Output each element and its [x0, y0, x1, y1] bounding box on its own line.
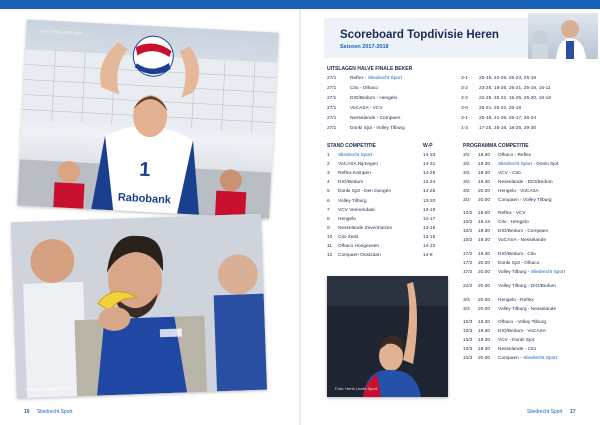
program-time: 20.00: [478, 356, 491, 361]
result-sets: 23-25, 18-25, 25-21, 25-19, 15-11: [479, 86, 551, 91]
standings-wp: 13-20: [423, 198, 436, 204]
program-match: [498, 320, 546, 325]
standings-position: 4: [327, 180, 330, 186]
highlight-team: Sliedrecht Sport: [367, 76, 403, 81]
match-text: Hengelo - Reflex: [498, 297, 534, 303]
match-text: VoCASA - Nesselande: [498, 238, 546, 244]
program-time: 19.30: [478, 229, 491, 235]
coach-illustration: [528, 13, 598, 59]
program-time: 19.15: [478, 220, 491, 226]
program-row: [463, 171, 598, 179]
program-date: 3/2: [463, 153, 470, 158]
result-match: Donki Sjot - Volley Tilburg: [350, 126, 405, 131]
page-title: Scoreboard Topdivisie Heren: [340, 29, 499, 41]
season-subtitle: Seizoen 2017-2018: [340, 44, 389, 50]
standings-row: [327, 208, 457, 216]
result-score: 1-3: [461, 126, 468, 131]
program-match: [498, 198, 552, 203]
program-time: 20.00: [478, 188, 491, 194]
standings-team: Reflex Kampen: [338, 171, 371, 177]
standings-team: Olhaco Hoogeveen: [338, 244, 380, 249]
standings-team: VoCASA Nijmegen: [338, 162, 378, 168]
match-text: Volley Tilburg - Nesselande: [498, 306, 557, 312]
program-row: [463, 211, 598, 219]
program-match: [498, 338, 534, 343]
highlight-team: Sliedrecht Sport: [498, 161, 533, 167]
program-time: 19.30: [478, 179, 491, 185]
program-heading: PROGRAMMA COMPETITIE: [463, 143, 529, 149]
program-date: 10/2: [463, 211, 473, 217]
program-row: [463, 338, 598, 346]
result-sets: 25-15, 22-25, 25-23, 25-19: [479, 76, 537, 81]
standings-wp: 14-8: [423, 253, 433, 259]
program-date: 3/2: [463, 179, 470, 185]
program-time: 19.30: [478, 329, 491, 335]
program-time: 19.30: [478, 338, 491, 344]
program-match: [498, 220, 529, 225]
standings-position: 1: [327, 153, 330, 158]
program-time: 20.00: [478, 197, 491, 203]
program-date: 24/2: [463, 283, 473, 289]
program-match: [498, 298, 534, 303]
program-row: [463, 284, 598, 292]
result-date: 27/1: [327, 116, 337, 121]
result-row: [327, 126, 597, 134]
program-date: 10/2: [463, 229, 473, 235]
standings-team: Hengelo: [338, 216, 356, 222]
match-text: Nesselande - Cito: [498, 347, 537, 353]
program-time: 18.30: [478, 153, 491, 158]
program-row: [463, 229, 598, 237]
program-match: [498, 307, 556, 312]
player-eating-banana-photo: [11, 214, 267, 399]
standings-wp: 13-16: [423, 225, 436, 231]
standings-row: [327, 189, 457, 197]
result-sets: 17-25, 25-16, 18-25, 29-30: [479, 126, 537, 131]
result-score: 3-2: [461, 96, 468, 101]
standings-position: 9: [327, 225, 330, 231]
standings-team: Cito Zeist: [338, 234, 359, 240]
program-time: 20.00: [478, 260, 491, 266]
result-match: VoCASA - VCV: [350, 106, 383, 111]
standings-wp: 12-24: [423, 180, 436, 186]
result-sets: 22-25, 25-22, 15-25, 25-20, 18-16: [479, 96, 552, 101]
program-match: [498, 261, 539, 266]
standings-position: 8: [327, 216, 330, 222]
program-date: 10/2: [463, 238, 473, 244]
match-text: DIO/Bedum - VoCASA: [498, 329, 546, 335]
match-text: Compaen - Volley Tilburg: [498, 197, 552, 203]
match-text: Cito - Hengelo: [498, 220, 529, 226]
program-match: [498, 284, 556, 289]
standings-team: Volley Tilburg: [338, 198, 367, 204]
standings-row: [327, 244, 457, 252]
standings-row: [327, 153, 457, 161]
program-time: 20.00: [478, 306, 491, 312]
result-row: [327, 76, 597, 84]
standings-position: 6: [327, 198, 330, 204]
standings-wp: 14-12: [423, 244, 436, 249]
match-text: Olhaco - Reflex: [498, 153, 532, 158]
volleyball-setter-photo: [17, 20, 278, 219]
banana-player-illustration: [11, 214, 267, 399]
result-match: [350, 76, 402, 81]
standings-team: Sliedrecht Sport: [338, 153, 373, 158]
program-row: [463, 307, 598, 315]
jersey-sponsor: Rabobank: [117, 191, 172, 207]
page-number: 17: [569, 409, 576, 415]
program-date: 3/3: [463, 306, 470, 312]
celebrating-player-photo: [327, 276, 448, 397]
result-match: Cito - Olhaco: [350, 86, 378, 91]
result-score: 3-2: [461, 86, 468, 91]
match-text: - Donki Sjot: [532, 161, 559, 167]
standings-wp: 14-31: [423, 162, 436, 168]
program-time: 19.30: [478, 347, 491, 353]
program-match: [498, 329, 546, 334]
result-score: 3-1: [461, 116, 468, 121]
page-spine: [299, 9, 301, 425]
standings-row: [327, 226, 457, 234]
standings-position: 3: [327, 171, 330, 177]
program-time: 19.30: [478, 170, 491, 176]
program-date: 3/2: [463, 161, 470, 167]
match-text: Donki Sjot - Olhaco: [498, 260, 540, 266]
program-time: 19.30: [478, 161, 491, 167]
program-row: [463, 320, 598, 328]
program-date: 3/3: [463, 297, 470, 303]
program-date: 10/3: [463, 347, 473, 353]
standings-heading: STAND COMPETITIE: [327, 143, 376, 149]
standings-wp: 13-18: [423, 207, 436, 213]
program-date: 3/2: [463, 197, 470, 203]
result-row: [327, 96, 597, 104]
program-match: [498, 347, 536, 352]
program-row: [463, 189, 598, 197]
result-sets: 25-18, 21-25, 25-17, 26-24: [479, 116, 537, 121]
program-date: 10/3: [463, 329, 473, 335]
result-date: 27/1: [327, 96, 337, 101]
program-match: [498, 238, 546, 243]
program-date: 17/2: [463, 269, 473, 275]
program-time: 18.30: [478, 320, 491, 326]
standings-wp: 13-15: [423, 234, 436, 240]
program-row: [463, 298, 598, 306]
standings-team: Compaen Oostzaan: [338, 253, 381, 259]
standings-team: Donki Sjot - Den Dungen: [338, 189, 392, 195]
program-time: 18.00: [478, 211, 491, 217]
result-row: [327, 86, 597, 94]
result-match: Nesselande - Compaen: [350, 116, 401, 121]
standings-row: [327, 253, 457, 261]
team-name: Reflex -: [350, 76, 368, 81]
program-time: 20.00: [478, 297, 491, 303]
match-text: Nesselande - DIO/Bedum: [498, 179, 553, 185]
result-score: 3-0: [461, 106, 468, 111]
program-time: 20.00: [478, 269, 491, 275]
program-row: [463, 153, 598, 161]
program-row: [463, 180, 598, 188]
program-date: 10/3: [463, 320, 473, 326]
highlight-team: Sliedrecht Sport: [523, 356, 558, 361]
result-row: [327, 106, 597, 114]
program-date: 3/2: [463, 188, 470, 194]
match-text: VCV - Cito: [498, 170, 521, 176]
program-date: 10/3: [463, 356, 473, 361]
program-time: 20.00: [478, 283, 491, 289]
result-date: 27/1: [327, 106, 337, 111]
result-match: DIO/Bedum - Hengelo: [350, 96, 398, 101]
match-text: Reflex - VCV: [498, 211, 526, 217]
program-date: 17/2: [463, 252, 473, 257]
photo-credit: Foto: Henk Lezeit Sport: [335, 386, 378, 391]
program-row: [463, 356, 598, 364]
jersey-number: 1: [138, 158, 152, 182]
result-sets: 25-21, 25-22, 25-18: [479, 106, 522, 111]
program-match: [498, 252, 536, 257]
match-text: Volley Tilburg -: [498, 269, 531, 275]
match-text: Hengelo - VoCASA: [498, 188, 539, 194]
standings-position: 7: [327, 207, 330, 213]
standings-row: [327, 217, 457, 225]
coach-photo: [528, 13, 598, 59]
program-match: [498, 229, 548, 234]
standings-row: [327, 171, 457, 179]
program-row: [463, 261, 598, 269]
highlight-team: Sliedrecht Sport: [530, 269, 565, 275]
result-row: [327, 116, 597, 124]
program-date: 10/2: [463, 220, 473, 226]
program-time: 19.30: [478, 252, 491, 257]
page-number: 16: [24, 409, 30, 415]
program-match: [498, 211, 526, 216]
standings-position: 11: [327, 244, 332, 249]
match-text: Compaen -: [498, 356, 524, 361]
program-match: [498, 171, 521, 176]
match-text: DIO/Bedum - Cito: [498, 252, 536, 257]
standings-team: VCV Veenendaal: [338, 207, 375, 213]
standings-column-label: W-P: [423, 143, 433, 149]
photo-credit: Foto: Lorem ipsum Sport: [24, 385, 69, 393]
standings-team: DIO/Bedum: [338, 180, 364, 186]
result-score: 3-1: [461, 76, 468, 81]
program-time: 19.30: [478, 238, 491, 244]
program-date: 3/2: [463, 170, 470, 176]
standings-position: 10: [327, 234, 333, 240]
standings-wp: 14-33: [423, 153, 436, 158]
standings-wp: 14-17: [423, 216, 436, 222]
program-row: [463, 198, 598, 206]
result-date: 27/1: [327, 76, 337, 81]
program-row: [463, 162, 598, 170]
left-footer: [24, 409, 73, 415]
standings-wp: 14-25: [423, 189, 436, 195]
result-date: 27/1: [327, 126, 337, 131]
program-match: [498, 180, 553, 185]
result-date: 27/1: [327, 86, 337, 91]
standings-row: [327, 235, 457, 243]
standings-position: 12: [327, 253, 333, 259]
match-text: DIO/Bedum - Compaen: [498, 229, 549, 235]
standings-row: [327, 199, 457, 207]
program-date: 10/3: [463, 338, 473, 344]
program-match: [498, 153, 531, 158]
match-text: VCV - Donki Sjot: [498, 338, 534, 344]
results-heading: UITSLAGEN HALVE FINALE BEKER: [327, 66, 413, 72]
photo-credit: Foto: Henk Lezeit Sport: [40, 28, 83, 36]
standings-team: Nesselande Zevenhuizen: [338, 225, 393, 231]
right-footer: [527, 409, 576, 415]
standings-row: [327, 180, 457, 188]
program-date: 17/2: [463, 260, 473, 266]
program-match: [498, 162, 558, 167]
program-match: [498, 270, 565, 275]
magazine-name: Sliedrecht Sport: [527, 409, 563, 415]
program-match: [498, 189, 539, 194]
match-text: Olhaco - Volley Tilburg: [498, 320, 546, 326]
program-row: [463, 347, 598, 355]
magazine-name: Sliedrecht Sport: [36, 409, 73, 415]
setter-illustration: [17, 20, 278, 219]
standings-position: 5: [327, 189, 330, 195]
standings-position: 2: [327, 162, 330, 168]
program-row: [463, 238, 598, 246]
program-row: [463, 252, 598, 260]
top-color-bar: [0, 0, 600, 9]
program-row: [463, 270, 598, 278]
program-row: [463, 329, 598, 337]
program-match: [498, 356, 557, 361]
program-row: [463, 220, 598, 228]
standings-wp: 14-26: [423, 171, 436, 177]
standings-row: [327, 162, 457, 170]
match-text: Volley Tilburg - DIO/Bedum: [498, 283, 556, 289]
celebrating-player-illustration: [327, 276, 448, 397]
